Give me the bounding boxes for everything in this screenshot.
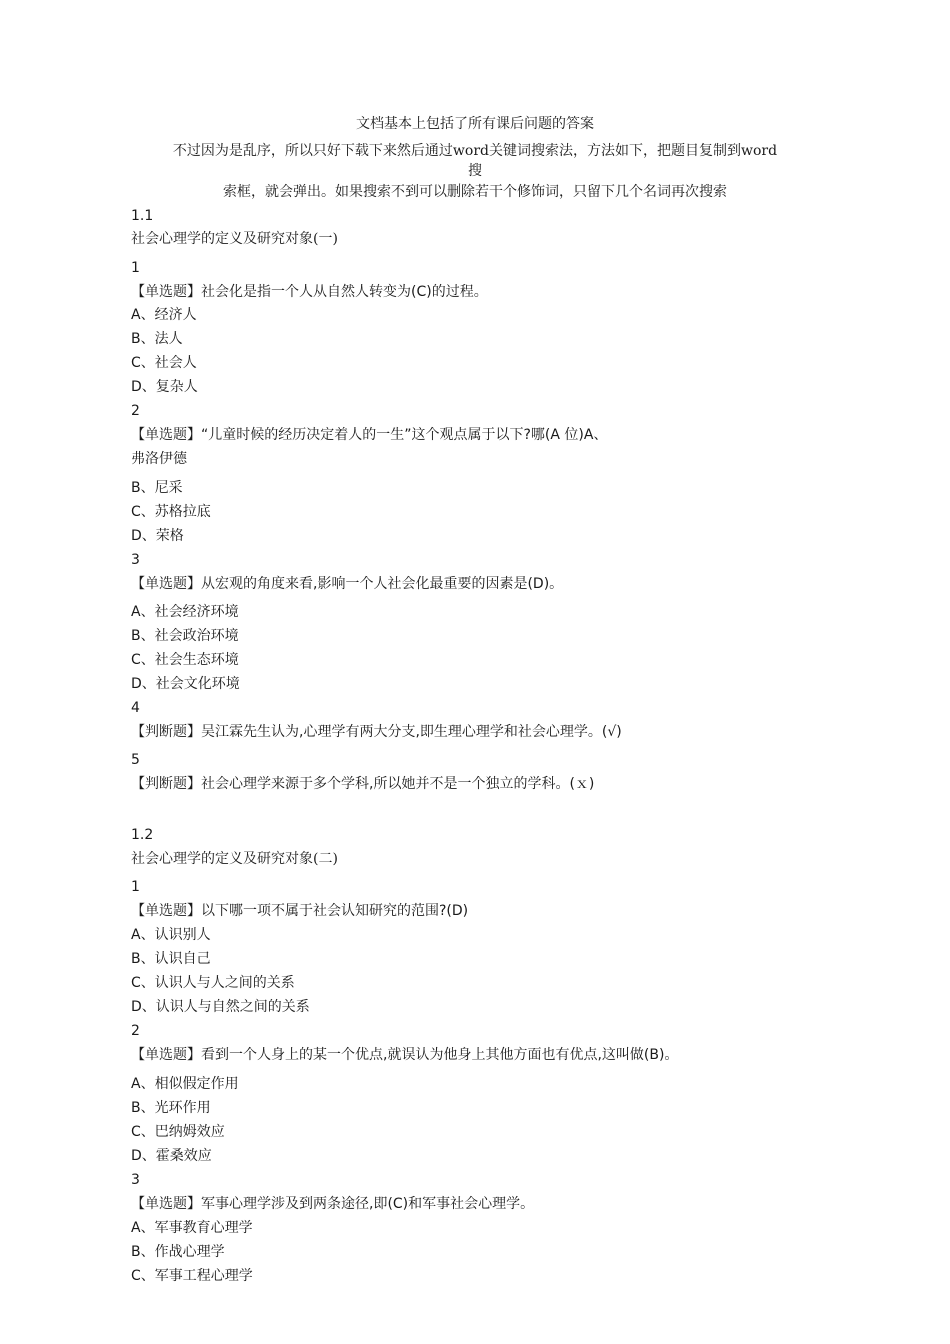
intro-line-2: 搜 [468,163,482,179]
question-option: A、经济人 [131,307,197,323]
question-text: 【单选题】看到一个人身上的某一个优点,就误认为他身上其他方面也有优点,这叫做(B)。 [131,1047,679,1063]
question-text: 【单选题】军事心理学涉及到两条途径,即(C)和军事社会心理学。 [131,1196,535,1212]
question-option: B、认识自己 [131,951,211,967]
question-option: B、光环作用 [131,1100,211,1116]
question-number: 1 [131,260,140,276]
question-option: B、社会政治环境 [131,628,239,644]
question-text: 【单选题】社会化是指一个人从自然人转变为(C)的过程。 [131,284,488,300]
question-option: B、作战心理学 [131,1244,225,1260]
question-option: D、社会文化环境 [131,676,240,692]
question-option: C、认识人与人之间的关系 [131,975,295,991]
section-number: 1.2 [131,827,154,843]
question-option: C、社会生态环境 [131,652,239,668]
question-text: 【单选题】“儿童时候的经历决定着人的一生”这个观点属于以下?哪(A 位)A、 [131,427,608,443]
question-option: C、苏格拉底 [131,504,211,520]
question-option: D、霍桑效应 [131,1148,212,1164]
intro-line-3: 索框，就会弹出。如果搜索不到可以删除若干个修饰词，只留下几个名词再次搜索 [223,184,727,200]
question-option: D、荣格 [131,528,184,544]
section-title: 社会心理学的定义及研究对象(二) [131,851,338,867]
section-title: 社会心理学的定义及研究对象(一) [131,231,338,247]
question-option: D、认识人与自然之间的关系 [131,999,310,1015]
question-text: 【判断题】社会心理学来源于多个学科,所以她并不是一个独立的学科。(ｘ) [131,776,595,792]
question-option: C、军事工程心理学 [131,1268,253,1284]
question-number: 2 [131,403,140,419]
question-number: 4 [131,700,140,716]
question-option: A、社会经济环境 [131,604,239,620]
question-number: 1 [131,879,140,895]
question-option: A、认识别人 [131,927,211,943]
question-text: 【单选题】从宏观的角度来看,影响一个人社会化最重要的因素是(D)。 [131,576,564,592]
question-number: 3 [131,1172,140,1188]
question-option: D、复杂人 [131,379,198,395]
question-number: 2 [131,1023,140,1039]
question-text: 【单选题】以下哪一项不属于社会认知研究的范围?(D) [131,903,469,919]
question-option: C、社会人 [131,355,197,371]
question-option: B、法人 [131,331,183,347]
intro-line-1: 不过因为是乱序，所以只好下载下来然后通过word关键词搜索法，方法如下，把题目复制到word [172,143,778,159]
question-option: A、军事教育心理学 [131,1220,253,1236]
question-option: B、尼采 [131,480,183,496]
question-text-continued: 弗洛伊德 [131,451,187,467]
question-number: 3 [131,552,140,568]
question-option: C、巴纳姆效应 [131,1124,225,1140]
section-number: 1.1 [131,208,154,224]
question-number: 5 [131,752,140,768]
question-text: 【判断题】吴江霖先生认为,心理学有两大分支,即生理心理学和社会心理学。(√) [131,724,622,740]
question-option: A、相似假定作用 [131,1076,239,1092]
document-title: 文档基本上包括了所有课后问题的答案 [356,116,594,132]
